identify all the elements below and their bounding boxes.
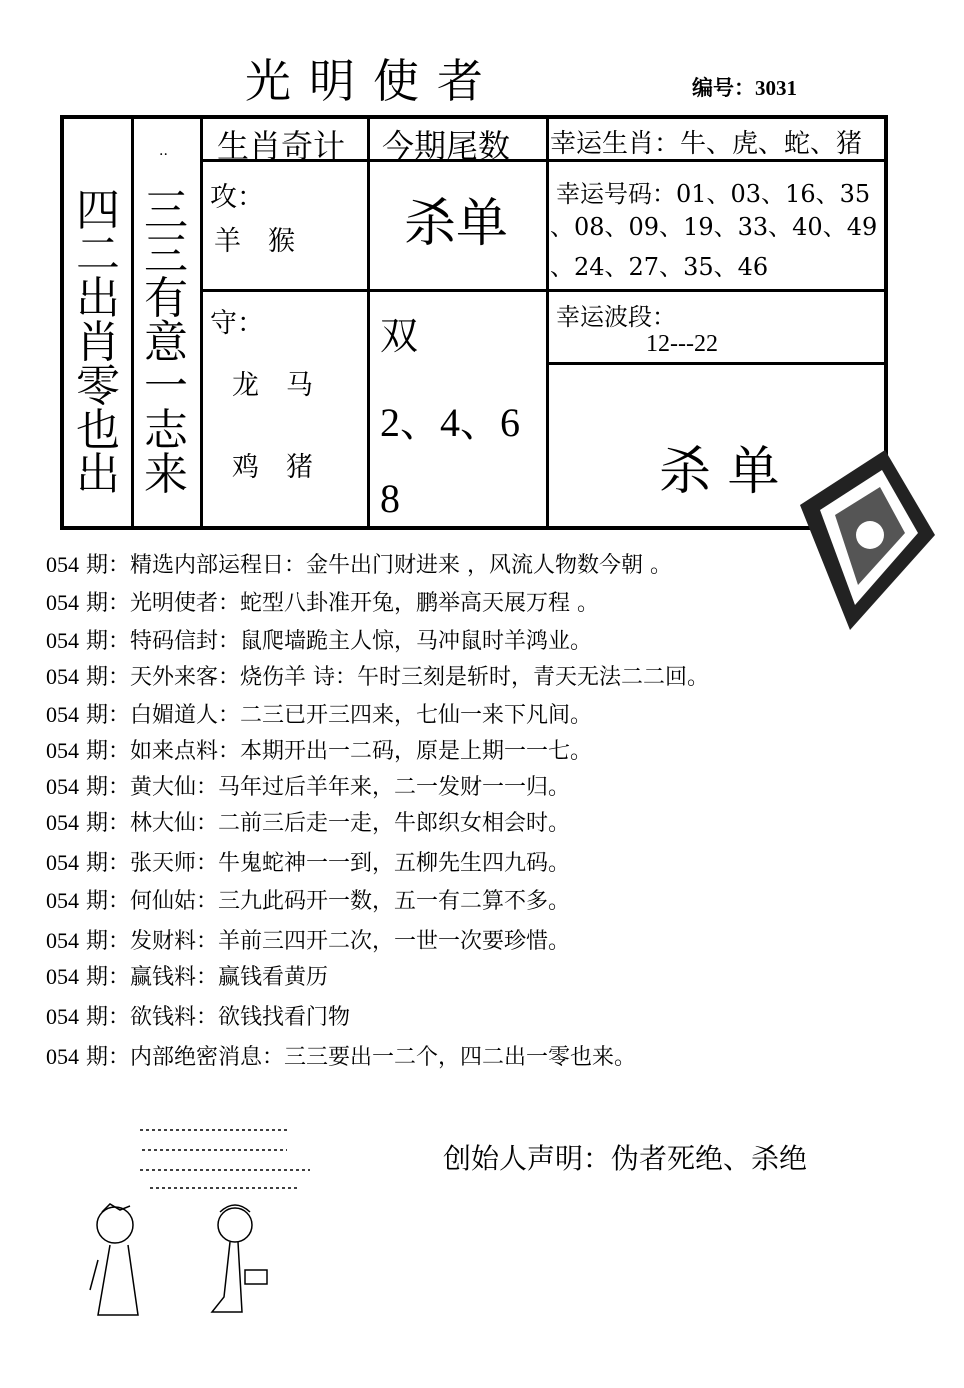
serial-value: 3031 xyxy=(755,76,797,100)
list-item: 054 期：如来点料：本期开出一二码，原是上期一一七。 xyxy=(46,738,593,764)
header-tail-number: 今期尾数 xyxy=(382,127,511,165)
list-item: 054 期：精选内部运程日：金牛出门财进来 ，风流人物数今朝 。 xyxy=(46,552,672,578)
divider xyxy=(546,362,886,365)
header-zodiac-plan: 生肖奇计 xyxy=(217,127,346,165)
lucky-numbers-2: 、08、09、19、33、40、49 xyxy=(550,213,878,241)
lucky-wave-value: 12---22 xyxy=(646,331,718,357)
list-item: 054 期：黄大仙：马年过后羊年来，二一发财一一归。 xyxy=(46,774,571,800)
divider xyxy=(131,119,134,527)
prediction-table xyxy=(60,115,888,530)
tail-kill-single: 杀单 xyxy=(404,194,509,254)
list-item: 054 期：何仙姑：三九此码开一数，五一有二算不多。 xyxy=(46,888,571,914)
list-item: 054 期：张天师：牛鬼蛇神一一到，五柳先生四九码。 xyxy=(46,850,571,876)
attack-label: 攻： xyxy=(210,182,264,213)
defend-row-1: 龙 马 xyxy=(232,370,313,401)
list-item: 054 期：林大仙：二前三后走一走，牛郎织女相会时。 xyxy=(46,810,571,836)
divider xyxy=(200,119,203,527)
serial-number xyxy=(692,72,797,102)
left-vertical-phrase: 四二出肖零也出 xyxy=(76,185,120,500)
dots: ·· xyxy=(159,147,168,163)
attack-values: 羊 猴 xyxy=(214,226,295,257)
lucky-zodiac: 幸运生肖：牛、虎、蛇、猪 xyxy=(550,129,863,159)
cartoon-figures-icon xyxy=(80,1120,340,1320)
page-title: 光明使者 xyxy=(245,54,501,108)
defend-row-2: 鸡 猪 xyxy=(232,452,313,483)
lucky-numbers-1: 幸运号码：01、03、16、35 xyxy=(556,180,871,208)
serial-label: 编号： xyxy=(692,76,755,100)
bottom-kill-single: 杀 单 xyxy=(659,442,780,502)
second-vertical-phrase: 三三有意一志来 xyxy=(144,185,188,500)
list-item: 054 期：内部绝密消息：三三要出一二个，四二出一零也来。 xyxy=(46,1044,637,1070)
divider xyxy=(367,119,370,527)
tail-parity: 双 xyxy=(380,314,419,358)
seal-stamp-icon xyxy=(790,445,940,635)
tail-numbers: 2、4、6 xyxy=(380,400,520,445)
divider xyxy=(546,289,886,292)
founder-statement: 创始人声明：伪者死绝、杀绝 xyxy=(443,1142,808,1175)
lucky-wave-label: 幸运波段： xyxy=(556,303,676,331)
list-item: 054 期：欲钱料：欲钱找看门物 xyxy=(46,1004,351,1030)
defend-label: 守： xyxy=(210,308,264,339)
tail-numbers-2: 8 xyxy=(380,476,400,521)
list-item: 054 期：天外来客：烧伤羊 诗：午时三刻是斩时，青天无法二二回。 xyxy=(46,664,709,690)
divider xyxy=(546,119,549,527)
lucky-numbers-3: 、24、27、35、46 xyxy=(550,253,769,281)
list-item: 054 期：发财料：羊前三四开二次，一世一次要珍惜。 xyxy=(46,928,571,954)
list-item: 054 期：特码信封：鼠爬墙跪主人惊，马冲鼠时羊鸿业。 xyxy=(46,628,593,654)
list-item: 054 期：光明使者：蛇型八卦准开兔，鹏举高天展万程 。 xyxy=(46,590,599,616)
divider xyxy=(200,289,546,292)
list-item: 054 期：白媚道人：二三已开三四来，七仙一来下凡间。 xyxy=(46,702,593,728)
list-item: 054 期：赢钱料：赢钱看黄历 xyxy=(46,964,329,990)
